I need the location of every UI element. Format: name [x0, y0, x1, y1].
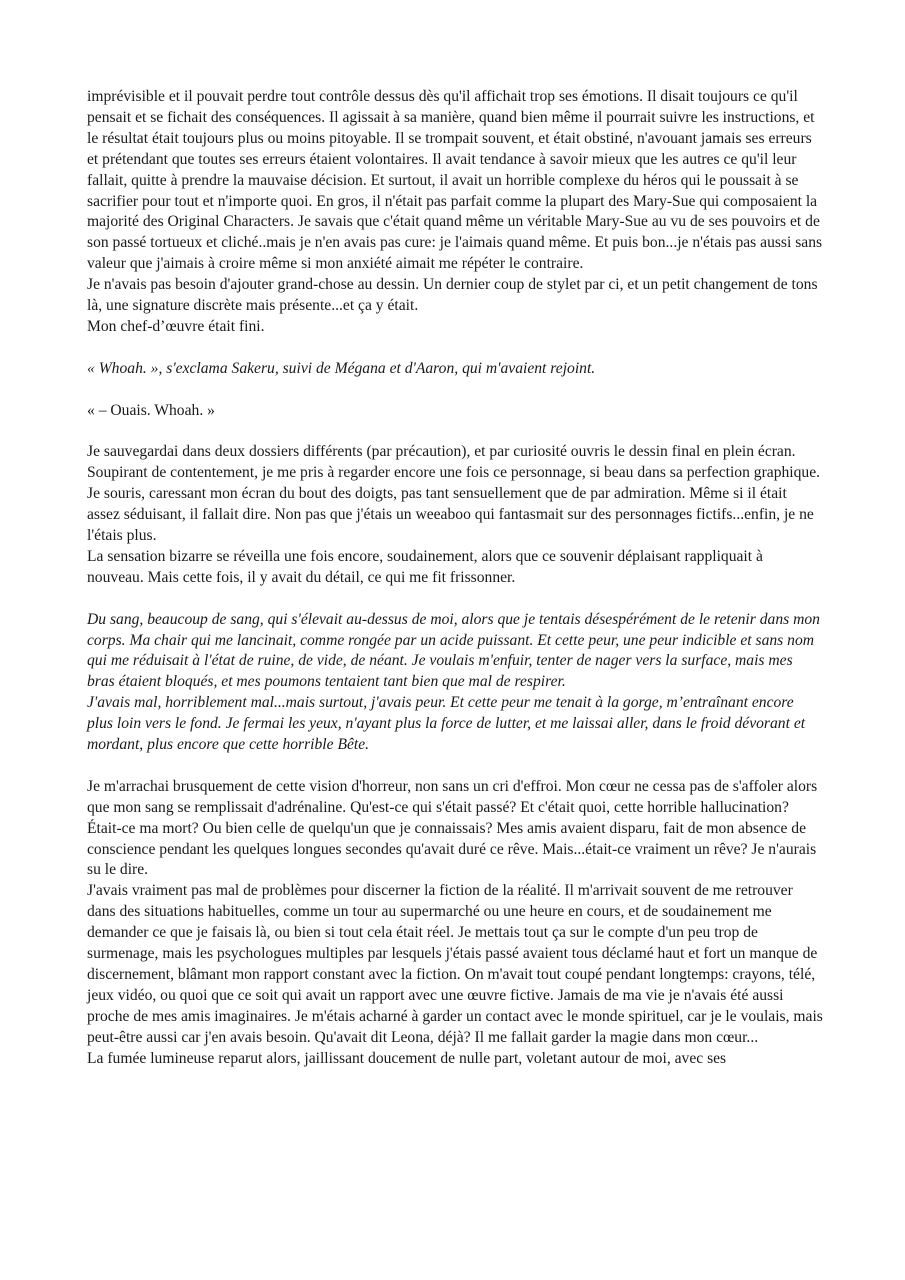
paragraph-gap: [87, 589, 823, 610]
paragraph-save-drawing: Je sauvegardai dans deux dossiers différents (par précaution), et par curiosité ouvris le dessin final en plein écran. Soupirant de contentement, je me pris à regarder encore une fois ce personnage, si beau dans sa perfection graphique. Je souris, caressant mon écran du bout des doigts, pas tant sensuellement que de par admiration. Même si il était assez séduisant, il fallait dire. Non pas que j'étais un weeaboo qui fantasmait sur des personnages fictifs...enfin, je ne l'étais plus.: [87, 443, 821, 544]
dialogue-reply: « – Ouais. Whoah. »: [87, 401, 215, 419]
paragraph-drawing-finish: Je n'avais pas besoin d'ajouter grand-chose au dessin. Un dernier coup de stylet par ci, et un petit changement de tons là, une signature discrète mais présente...et ça y était.: [87, 276, 818, 315]
dialogue-sakeru: « Whoah. », s'exclama Sakeru, suivi de Mégana et d'Aaron, qui m'avaient rejoint.: [87, 359, 596, 377]
paragraph-strange-sensation: La sensation bizarre se réveilla une fois encore, soudainement, alors que ce souvenir déplaisant rappliquait à nouveau. Mais cette fois, il y avait du détail, ce qui me fit frissonner.: [87, 547, 763, 586]
vision-paragraph-blood: Du sang, beaucoup de sang, qui s'élevait au-dessus de moi, alors que je tentais désespérément de le retenir dans mon corps. Ma chair qui me lancinait, comme rongée par un acide puissant. Et cette peur, une peur indicible et sans nom qui me réduisait à l'état de ruine, de vide, de néant. Je voulais m'enfuir, tenter de nager vers la surface, mais mes bras étaient bloqués, et mes poumons tentaient tant bien que mal de respirer.: [87, 610, 820, 691]
document-page: [87, 87, 823, 1070]
paragraph-luminous-smoke: La fumée lumineuse reparut alors, jaillissant doucement de nulle part, voletant autour de moi, avec ses: [87, 1049, 727, 1067]
paragraph-gap: [87, 380, 823, 401]
paragraph-gap: [87, 421, 823, 442]
paragraph-awakening: Je m'arrachai brusquement de cette vision d'horreur, non sans un cri d'effroi. Mon cœur ne cessa pas de s'affoler alors que mon sang se remplissait d'adrénaline. Qu'est-ce qui s'était passé? Et c'était quoi, cette horrible hallucination? Était-ce ma mort? Ou bien celle de quelqu'un que je connaissais? Mes amis avaient disparu, fait de mon absence de conscience pendant les quelques longues secondes qu'avait duré ce rêve. Mais...était-ce vraiment un rêve? Je n'aurais su le dire.: [87, 777, 818, 879]
paragraph-character-description: imprévisible et il pouvait perdre tout contrôle dessus dès qu'il affichait trop ses émotions. Il disait toujours ce qu'il pensait et se fichait des conséquences. Il agissait à sa manière, quand bien même il pourrait suivre les instructions, et le résultat était toujours plus ou moins pitoyable. Il se trompait souvent, et était obstiné, n'avouant jamais ses erreurs et prétendant que toutes ses erreurs étaient volontaires. Il avait tendance à savoir mieux que les autres ce qu'il leur fallait, quitte à prendre la mauvaise décision. Et surtout, il avait un horrible complexe du héros qui le poussait à se sacrifier pour tout et n'importe quoi. En gros, il n'était pas parfait comme la plupart des Mary-Sue qui composaient la majorité des Original Characters. Je savais que c'était quand même un véritable Mary-Sue au vu de ses pouvoirs et de son passé tortueux et cliché..mais je n'en avais pas cure: je l'aimais quand même. Et puis bon...je n'étais pas aussi sans valeur que j'aimais à croire même si mon anxiété aimait me répéter le contraire.: [87, 88, 823, 273]
vision-paragraph-fear: J'avais mal, horriblement mal...mais surtout, j'avais peur. Et cette peur me tenait à la gorge, m’entraînant encore plus loin vers le fond. Je fermai les yeux, n'ayant plus la force de lutter, et me laissai aller, dans le froid dévorant et mordant, plus encore que cette horrible Bête.: [87, 694, 806, 754]
paragraph-gap: [87, 338, 823, 359]
paragraph-masterpiece: Mon chef-d’œuvre était fini.: [87, 317, 265, 335]
paragraph-gap: [87, 756, 823, 777]
paragraph-fiction-reality: J'avais vraiment pas mal de problèmes pour discerner la fiction de la réalité. Il m'arrivait souvent de me retrouver dans des situations habituelles, comme un tour au supermarché ou une heure en cours, et de soudainement me demander ce que je faisais là, ou bien si tout cela était réel. Je mettais tout ça sur le compte d'un peu trop de surmenage, mais les psychologues multiples par lesquels j'étais passé avaient tous déclamé haut et fort un manque de discernement, blâmant mon rapport constant avec la fiction. On m'avait tout coupé pendant longtemps: crayons, télé, jeux vidéo, ou quoi que ce soit qui avait un rapport avec une œuvre fictive. Jamais de ma vie je n'avais été aussi proche de mes amis imaginaires. Je m'étais acharné à garder un contact avec le monde spirituel, car je le voulais, mais peut-être aussi car j'en avais besoin. Qu'avait dit Leona, déjà? Il me fallait garder la magie dans mon cœur...: [87, 882, 823, 1046]
